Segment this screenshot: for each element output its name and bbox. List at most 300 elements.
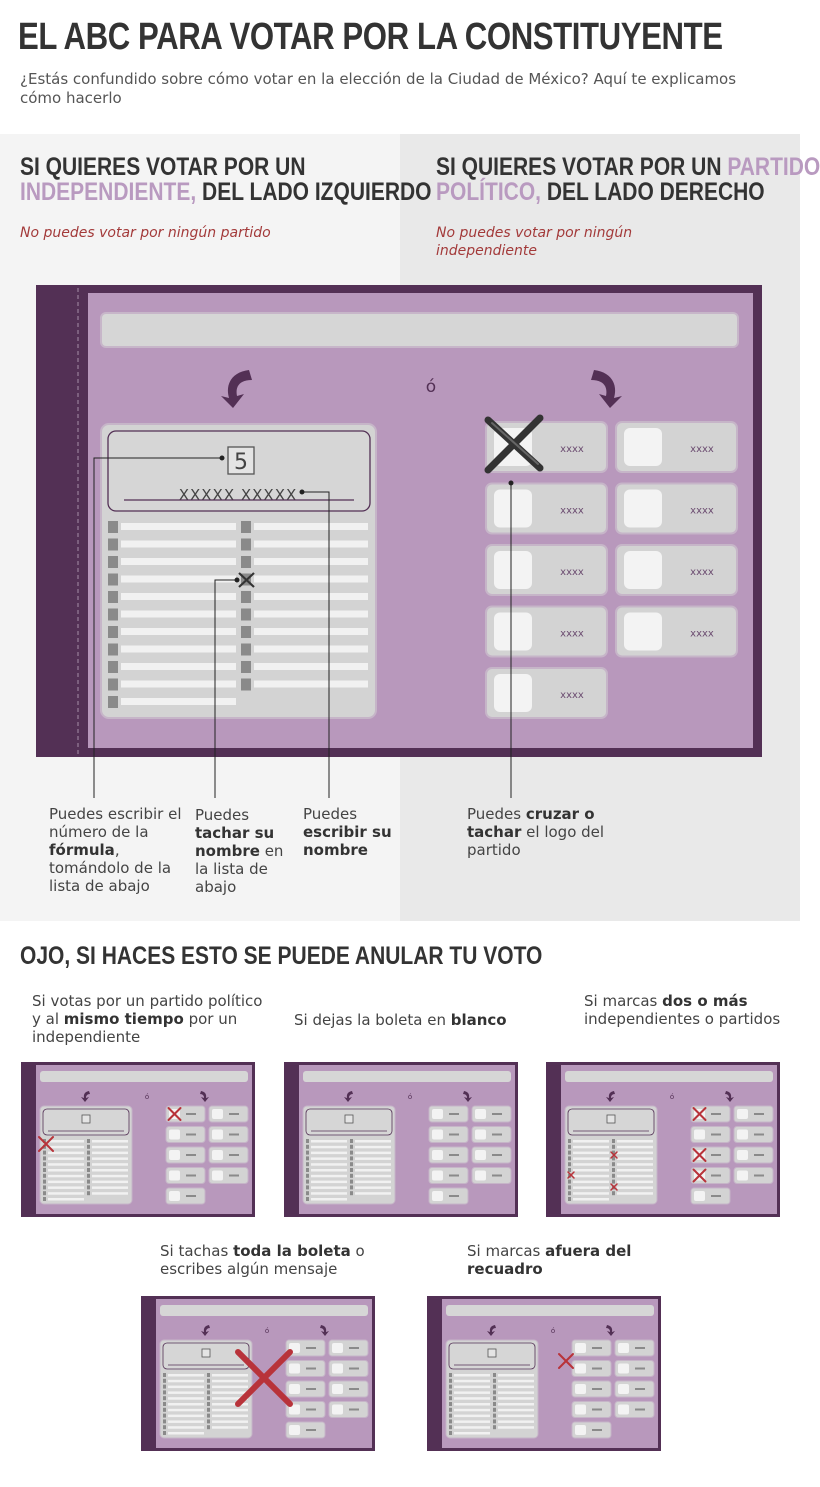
mini-list-bullet bbox=[163, 1396, 166, 1400]
mini-party-label bbox=[306, 1368, 316, 1370]
mini-list-bullet bbox=[87, 1191, 90, 1195]
mini-list-bullet bbox=[306, 1145, 309, 1149]
list-bullet bbox=[108, 661, 118, 673]
mini-list-bullet bbox=[449, 1373, 452, 1377]
mini-party-label bbox=[492, 1134, 502, 1136]
mini-party-logo bbox=[432, 1150, 443, 1160]
mini-list-bullet bbox=[449, 1402, 452, 1406]
mini-number-box bbox=[488, 1349, 496, 1357]
mini-list-bullet bbox=[306, 1151, 309, 1155]
mini-party-label bbox=[711, 1195, 721, 1197]
mini-list-bullet bbox=[163, 1431, 166, 1435]
right-heading-pre: SI QUIERES VOTAR POR UN bbox=[436, 153, 728, 181]
mini-list-line bbox=[212, 1420, 248, 1423]
left-heading-line1: SI QUIERES VOTAR POR UN bbox=[20, 153, 306, 181]
caption-whole: Si tachas toda la boleta o escribes algún mensaje bbox=[160, 1242, 365, 1278]
mini-list-bullet bbox=[87, 1174, 90, 1178]
mini-list-bullet bbox=[568, 1139, 571, 1143]
formula-number: 5 bbox=[234, 450, 248, 475]
mini-party-logo bbox=[212, 1109, 223, 1119]
note-formula: Puedes escribir el número de la fórmula, tomándolo de la lista de abajo bbox=[49, 805, 182, 895]
mini-list-line bbox=[617, 1152, 653, 1155]
mini-list-bullet bbox=[612, 1162, 615, 1166]
caption-outside: Si marcas afuera del recuadro bbox=[467, 1242, 632, 1278]
mini-list-bullet bbox=[350, 1145, 353, 1149]
mini-header-bar bbox=[303, 1071, 511, 1082]
mini-list-line bbox=[48, 1140, 84, 1143]
mini-list-line bbox=[573, 1146, 609, 1149]
mini-list-line bbox=[48, 1175, 84, 1178]
mini-list-bullet bbox=[43, 1180, 46, 1184]
mini-list-bullet bbox=[350, 1162, 353, 1166]
mini-list-line bbox=[48, 1152, 84, 1155]
mini-list-bullet bbox=[306, 1185, 309, 1189]
mini-list-line bbox=[92, 1181, 128, 1184]
mini-list-line bbox=[92, 1157, 128, 1160]
mini-party-label bbox=[186, 1113, 196, 1115]
mini-list-line bbox=[573, 1163, 609, 1166]
mini-list-line bbox=[454, 1397, 490, 1400]
mini-header-bar bbox=[565, 1071, 773, 1082]
mini-list-line bbox=[212, 1386, 248, 1389]
mini-number-box bbox=[202, 1349, 210, 1357]
mini-list-line bbox=[454, 1426, 490, 1429]
mini-party-logo bbox=[169, 1171, 180, 1181]
mini-list-line bbox=[48, 1181, 84, 1184]
mini-list-bullet bbox=[43, 1156, 46, 1160]
mini-list-line bbox=[92, 1186, 128, 1189]
callout-dot-name bbox=[300, 490, 304, 494]
mini-party-label bbox=[306, 1347, 316, 1349]
party-label: xxxx bbox=[560, 567, 584, 578]
nullify-heading: OJO, SI HACES ESTO SE PUEDE ANULAR TU VOTO bbox=[20, 942, 543, 970]
mini-list-line bbox=[498, 1420, 534, 1423]
left-heading-rest: DEL LADO IZQUIERDO bbox=[196, 178, 432, 206]
mini-party-logo bbox=[694, 1191, 705, 1201]
mini-list-bullet bbox=[350, 1139, 353, 1143]
mini-list-bullet bbox=[449, 1419, 452, 1423]
ballot-header-bar bbox=[101, 313, 738, 347]
mini-party-label bbox=[754, 1154, 764, 1156]
mini-list-line bbox=[168, 1374, 204, 1377]
mini-party-logo bbox=[289, 1384, 300, 1394]
mini-list-bullet bbox=[350, 1180, 353, 1184]
mini-party-label bbox=[349, 1347, 359, 1349]
mini-list-bullet bbox=[493, 1425, 496, 1429]
note-strike-name: Puedes tachar su nombre en la lista de abajo bbox=[195, 806, 284, 896]
mini-party-logo bbox=[432, 1130, 443, 1140]
mini-list-bullet bbox=[449, 1385, 452, 1389]
mini-list-bullet bbox=[493, 1379, 496, 1383]
mini-list-line bbox=[48, 1186, 84, 1189]
mini-list-line bbox=[617, 1163, 653, 1166]
mini-list-line bbox=[311, 1163, 347, 1166]
mini-number-box bbox=[82, 1115, 90, 1123]
mini-list-bullet bbox=[350, 1185, 353, 1189]
mini-list-bullet bbox=[449, 1390, 452, 1394]
mini-list-line bbox=[498, 1374, 534, 1377]
list-line bbox=[254, 541, 368, 548]
mini-list-bullet bbox=[43, 1162, 46, 1166]
mini-list-bullet bbox=[43, 1185, 46, 1189]
mini-list-line bbox=[498, 1409, 534, 1412]
mini-list-line bbox=[311, 1181, 347, 1184]
list-bullet bbox=[241, 644, 251, 656]
party-logo bbox=[494, 490, 532, 528]
left-heading-highlight: INDEPENDIENTE, bbox=[20, 178, 197, 206]
mini-party-label bbox=[306, 1429, 316, 1431]
mini-list-bullet bbox=[493, 1396, 496, 1400]
left-heading bbox=[20, 155, 431, 205]
right-heading-rest: DEL LADO DERECHO bbox=[541, 178, 765, 206]
mini-list-line bbox=[212, 1415, 248, 1418]
mini-list-bullet bbox=[568, 1180, 571, 1184]
mini-party-label bbox=[449, 1113, 459, 1115]
mini-header-bar bbox=[40, 1071, 248, 1082]
mini-party-logo bbox=[332, 1405, 343, 1415]
mini-list-line bbox=[92, 1169, 128, 1172]
mini-list-line bbox=[573, 1140, 609, 1143]
mini-party-label bbox=[449, 1154, 459, 1156]
mini-list-bullet bbox=[449, 1425, 452, 1429]
mini-list-bullet bbox=[207, 1396, 210, 1400]
mini-ballot-blank bbox=[284, 1062, 518, 1217]
list-bullet bbox=[241, 679, 251, 691]
party-label: xxxx bbox=[690, 444, 714, 455]
mini-list-bullet bbox=[449, 1431, 452, 1435]
list-bullet bbox=[108, 539, 118, 551]
mini-list-bullet bbox=[350, 1191, 353, 1195]
mini-list-bullet bbox=[306, 1168, 309, 1172]
mini-party-logo bbox=[475, 1171, 486, 1181]
mini-list-line bbox=[212, 1391, 248, 1394]
mini-list-bullet bbox=[306, 1139, 309, 1143]
mini-list-line bbox=[311, 1175, 347, 1178]
mini-list-line bbox=[168, 1415, 204, 1418]
callout-dot-formula bbox=[220, 456, 224, 460]
mini-list-bullet bbox=[87, 1139, 90, 1143]
mini-or-label: ó bbox=[669, 1093, 675, 1101]
mini-list-line bbox=[212, 1409, 248, 1412]
party-label: xxxx bbox=[690, 505, 714, 517]
list-bullet bbox=[241, 591, 251, 603]
mini-party-logo bbox=[694, 1130, 705, 1140]
party-logo bbox=[494, 674, 532, 712]
mini-list-bullet bbox=[207, 1379, 210, 1383]
list-line bbox=[121, 576, 236, 583]
list-bullet bbox=[241, 521, 251, 533]
mini-list-bullet bbox=[493, 1373, 496, 1377]
mini-list-line bbox=[311, 1157, 347, 1160]
mini-list-line bbox=[617, 1169, 653, 1172]
mini-party-label bbox=[229, 1175, 239, 1177]
right-heading-highlight-1: PARTIDO bbox=[727, 153, 820, 181]
mini-list-bullet bbox=[612, 1174, 615, 1178]
party-label: xxxx bbox=[690, 567, 714, 578]
mini-list-line bbox=[355, 1169, 391, 1172]
mini-list-line bbox=[92, 1175, 128, 1178]
mini-list-line bbox=[573, 1152, 609, 1155]
party-label: xxxx bbox=[560, 444, 584, 455]
mini-list-bullet bbox=[207, 1414, 210, 1418]
mini-list-line bbox=[617, 1175, 653, 1178]
mini-list-line bbox=[498, 1397, 534, 1400]
mini-list-bullet bbox=[493, 1414, 496, 1418]
mini-list-bullet bbox=[163, 1402, 166, 1406]
list-line bbox=[121, 611, 236, 618]
list-bullet bbox=[108, 609, 118, 621]
mini-party-logo bbox=[575, 1425, 586, 1435]
mini-party-label bbox=[229, 1113, 239, 1115]
mini-list-line bbox=[168, 1397, 204, 1400]
list-bullet bbox=[241, 609, 251, 621]
mini-party-logo bbox=[332, 1343, 343, 1353]
mini-ballot-whole bbox=[141, 1296, 375, 1451]
mini-list-line bbox=[454, 1374, 490, 1377]
mini-party-label bbox=[592, 1429, 602, 1431]
list-line bbox=[121, 628, 236, 635]
list-line bbox=[121, 681, 236, 688]
mini-list-bullet bbox=[163, 1408, 166, 1412]
mini-list-bullet bbox=[207, 1425, 210, 1429]
mini-list-line bbox=[168, 1409, 204, 1412]
list-bullet bbox=[108, 556, 118, 568]
mini-list-bullet bbox=[493, 1402, 496, 1406]
mini-party-label bbox=[635, 1368, 645, 1370]
mini-list-bullet bbox=[612, 1191, 615, 1195]
mini-list-line bbox=[168, 1386, 204, 1389]
mini-ballot-outside bbox=[427, 1296, 661, 1451]
mini-party-label bbox=[492, 1154, 502, 1156]
caption-multiple: Si marcas dos o más independientes o partidos bbox=[584, 992, 781, 1028]
mini-list-line bbox=[355, 1181, 391, 1184]
mini-list-line bbox=[92, 1192, 128, 1195]
mini-party-logo bbox=[575, 1405, 586, 1415]
mini-list-bullet bbox=[568, 1145, 571, 1149]
mini-list-bullet bbox=[163, 1379, 166, 1383]
mini-list-bullet bbox=[207, 1373, 210, 1377]
list-bullet bbox=[241, 661, 251, 673]
mini-list-bullet bbox=[43, 1174, 46, 1178]
party-label: xxxx bbox=[560, 505, 584, 517]
mini-list-line bbox=[617, 1186, 653, 1189]
mini-list-bullet bbox=[449, 1414, 452, 1418]
page-title: EL ABC PARA VOTAR POR LA CONSTITUYENTE bbox=[18, 16, 723, 58]
list-line bbox=[121, 593, 236, 600]
mini-list-line bbox=[168, 1426, 204, 1429]
list-bullet bbox=[241, 626, 251, 638]
mini-list-bullet bbox=[87, 1151, 90, 1155]
party-logo bbox=[624, 490, 662, 528]
mini-party-label bbox=[492, 1175, 502, 1177]
mini-list-line bbox=[355, 1140, 391, 1143]
mini-list-bullet bbox=[163, 1425, 166, 1429]
mini-list-line bbox=[311, 1186, 347, 1189]
mini-number-box bbox=[607, 1115, 615, 1123]
mini-party-logo bbox=[332, 1364, 343, 1374]
mini-list-bullet bbox=[568, 1185, 571, 1189]
note-write-name: Puedes escribir su nombre bbox=[303, 805, 392, 859]
mini-list-line bbox=[355, 1157, 391, 1160]
mini-list-line bbox=[311, 1198, 347, 1201]
list-bullet bbox=[108, 696, 118, 708]
mini-list-bullet bbox=[306, 1162, 309, 1166]
mini-party-label bbox=[492, 1113, 502, 1115]
mini-party-label bbox=[349, 1409, 359, 1411]
mini-party-label bbox=[754, 1113, 764, 1115]
mini-party-label bbox=[229, 1154, 239, 1156]
list-line bbox=[121, 541, 236, 548]
mini-list-line bbox=[617, 1192, 653, 1195]
note-cross-party: Puedes cruzar o tachar el logo del partido bbox=[467, 805, 605, 859]
list-bullet bbox=[241, 539, 251, 551]
mini-list-bullet bbox=[163, 1390, 166, 1394]
mini-list-line bbox=[311, 1140, 347, 1143]
mini-or-label: ó bbox=[264, 1327, 270, 1335]
mini-list-bullet bbox=[87, 1168, 90, 1172]
party-logo bbox=[624, 428, 662, 466]
mini-list-line bbox=[355, 1163, 391, 1166]
mini-list-line bbox=[355, 1146, 391, 1149]
mini-list-line bbox=[573, 1157, 609, 1160]
list-line bbox=[121, 523, 236, 530]
mini-party-logo bbox=[737, 1150, 748, 1160]
mini-party-logo bbox=[212, 1130, 223, 1140]
mini-list-line bbox=[617, 1140, 653, 1143]
list-line bbox=[254, 523, 368, 530]
mini-or-label: ó bbox=[550, 1327, 556, 1335]
mini-or-label: ó bbox=[407, 1093, 413, 1101]
mini-list-line bbox=[355, 1152, 391, 1155]
mini-list-bullet bbox=[43, 1197, 46, 1201]
mini-list-line bbox=[355, 1175, 391, 1178]
mini-party-label bbox=[306, 1388, 316, 1390]
list-line bbox=[254, 558, 368, 565]
callout-dot-party bbox=[509, 481, 513, 485]
mini-list-bullet bbox=[43, 1151, 46, 1155]
mini-list-line bbox=[311, 1192, 347, 1195]
mini-list-line bbox=[498, 1415, 534, 1418]
mini-list-bullet bbox=[568, 1156, 571, 1160]
mini-party-logo bbox=[575, 1364, 586, 1374]
or-label: ó bbox=[425, 377, 437, 397]
party-label: xxxx bbox=[560, 628, 584, 640]
list-bullet bbox=[241, 556, 251, 568]
mini-list-bullet bbox=[612, 1139, 615, 1143]
mini-list-line bbox=[168, 1432, 204, 1435]
party-logo bbox=[494, 613, 532, 651]
mini-list-bullet bbox=[350, 1151, 353, 1155]
mini-list-line bbox=[168, 1403, 204, 1406]
mini-party-label bbox=[229, 1134, 239, 1136]
mini-list-bullet bbox=[163, 1385, 166, 1389]
mini-list-line bbox=[355, 1186, 391, 1189]
mini-list-line bbox=[454, 1420, 490, 1423]
mini-list-line bbox=[48, 1163, 84, 1166]
mini-list-line bbox=[573, 1175, 609, 1178]
mini-list-line bbox=[454, 1380, 490, 1383]
list-bullet bbox=[108, 644, 118, 656]
mini-list-line bbox=[573, 1192, 609, 1195]
mini-list-line bbox=[454, 1386, 490, 1389]
mini-list-bullet bbox=[306, 1197, 309, 1201]
mini-list-line bbox=[617, 1181, 653, 1184]
list-bullet bbox=[108, 521, 118, 533]
mini-list-line bbox=[498, 1403, 534, 1406]
mini-party-label bbox=[449, 1134, 459, 1136]
mini-party-logo bbox=[169, 1150, 180, 1160]
mini-list-line bbox=[454, 1391, 490, 1394]
mini-list-line bbox=[355, 1192, 391, 1195]
mini-party-label bbox=[754, 1134, 764, 1136]
mini-number-box bbox=[345, 1115, 353, 1123]
mini-party-label bbox=[186, 1134, 196, 1136]
mini-list-line bbox=[498, 1426, 534, 1429]
party-label: xxxx bbox=[560, 690, 584, 701]
mini-list-bullet bbox=[612, 1145, 615, 1149]
mini-list-bullet bbox=[449, 1379, 452, 1383]
mini-list-bullet bbox=[87, 1145, 90, 1149]
mini-list-line bbox=[92, 1146, 128, 1149]
mini-list-line bbox=[168, 1420, 204, 1423]
mini-list-bullet bbox=[612, 1168, 615, 1172]
mini-list-line bbox=[454, 1403, 490, 1406]
list-line bbox=[121, 663, 236, 670]
mini-party-logo bbox=[618, 1364, 629, 1374]
mini-party-logo bbox=[212, 1171, 223, 1181]
mini-list-bullet bbox=[207, 1390, 210, 1394]
mini-list-bullet bbox=[306, 1180, 309, 1184]
mini-list-bullet bbox=[449, 1408, 452, 1412]
right-heading-highlight-2: POLÍTICO, bbox=[436, 178, 541, 206]
party-logo bbox=[624, 551, 662, 589]
list-line bbox=[254, 628, 368, 635]
mini-list-line bbox=[212, 1374, 248, 1377]
mini-party-label bbox=[449, 1175, 459, 1177]
mini-list-bullet bbox=[493, 1385, 496, 1389]
mini-party-label bbox=[711, 1134, 721, 1136]
mini-list-bullet bbox=[612, 1180, 615, 1184]
mini-party-label bbox=[711, 1175, 721, 1177]
list-line bbox=[121, 558, 236, 565]
list-line bbox=[254, 593, 368, 600]
mini-party-logo bbox=[212, 1150, 223, 1160]
mini-list-bullet bbox=[87, 1156, 90, 1160]
mini-party-logo bbox=[432, 1171, 443, 1181]
mini-list-line bbox=[311, 1146, 347, 1149]
mini-list-bullet bbox=[493, 1419, 496, 1423]
mini-list-bullet bbox=[207, 1402, 210, 1406]
mini-party-logo bbox=[289, 1425, 300, 1435]
mini-list-line bbox=[48, 1146, 84, 1149]
mini-ballot-both bbox=[21, 1062, 255, 1217]
mini-list-line bbox=[573, 1198, 609, 1201]
mini-party-label bbox=[186, 1154, 196, 1156]
mini-party-label bbox=[711, 1154, 721, 1156]
mini-list-bullet bbox=[568, 1162, 571, 1166]
mini-party-logo bbox=[618, 1343, 629, 1353]
mini-list-line bbox=[311, 1152, 347, 1155]
mini-list-bullet bbox=[207, 1419, 210, 1423]
mini-list-line bbox=[498, 1380, 534, 1383]
mini-list-bullet bbox=[568, 1191, 571, 1195]
mini-list-bullet bbox=[306, 1191, 309, 1195]
mini-header-bar bbox=[160, 1305, 368, 1316]
mini-party-logo bbox=[737, 1171, 748, 1181]
mini-list-line bbox=[454, 1409, 490, 1412]
right-warning: No puedes votar por ningún independiente bbox=[436, 225, 633, 259]
ballot-diagram bbox=[0, 280, 800, 840]
